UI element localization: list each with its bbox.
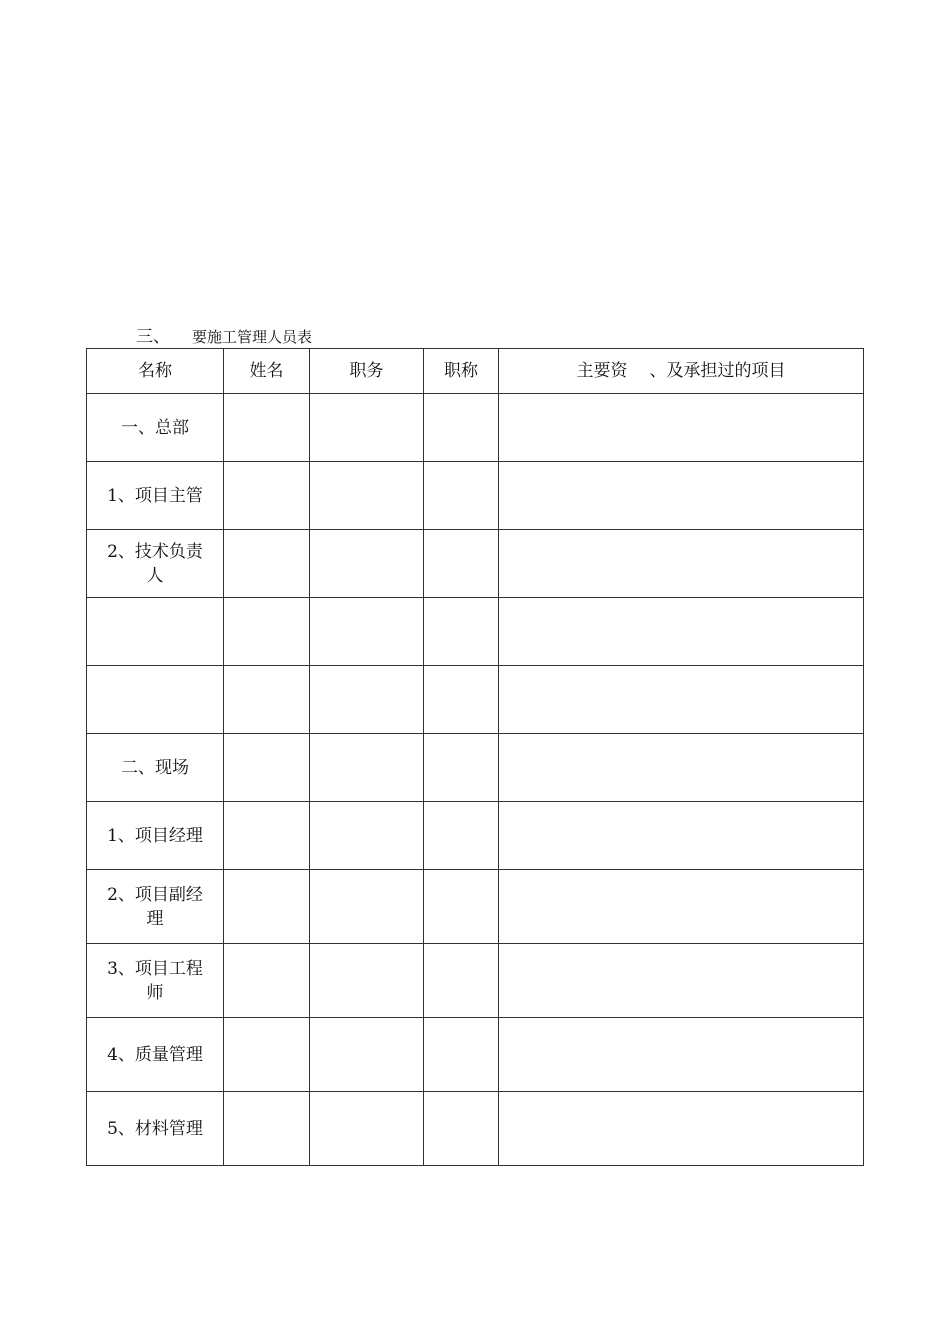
person-cell[interactable]	[224, 1092, 310, 1166]
row-label	[87, 666, 224, 734]
experience-cell[interactable]	[499, 598, 864, 666]
position-cell[interactable]	[310, 1018, 424, 1092]
person-cell[interactable]	[224, 802, 310, 870]
staff-table	[86, 348, 864, 1166]
table-row	[87, 870, 864, 944]
rank-cell[interactable]	[424, 1092, 499, 1166]
row-label: 4、质量管理	[87, 1018, 224, 1092]
header-experience	[499, 349, 864, 394]
table-row	[87, 802, 864, 870]
person-cell[interactable]	[224, 462, 310, 530]
row-label: 2、项目副经理	[87, 870, 224, 944]
table-header-row	[87, 349, 864, 394]
header-position: 职务	[310, 349, 424, 394]
header-experience-part1: 主要资	[576, 361, 628, 381]
experience-cell[interactable]	[499, 1018, 864, 1092]
table-row	[87, 666, 864, 734]
rank-cell[interactable]	[424, 394, 499, 462]
rank-cell[interactable]	[424, 462, 499, 530]
table-row	[87, 530, 864, 598]
experience-cell[interactable]	[499, 462, 864, 530]
position-cell[interactable]	[310, 870, 424, 944]
table-row	[87, 598, 864, 666]
row-label: 1、项目主管	[87, 462, 224, 530]
experience-cell[interactable]	[499, 666, 864, 734]
header-person: 姓名	[224, 349, 310, 394]
person-cell[interactable]	[224, 734, 310, 802]
header-experience-part2: 、及承担过的项目	[649, 361, 786, 381]
row-label: 一、总部	[87, 394, 224, 462]
header-rank: 职称	[424, 349, 499, 394]
experience-cell[interactable]	[499, 870, 864, 944]
position-cell[interactable]	[310, 462, 424, 530]
row-label	[87, 598, 224, 666]
table-row	[87, 1092, 864, 1166]
table-row	[87, 1018, 864, 1092]
position-cell[interactable]	[310, 734, 424, 802]
person-cell[interactable]	[224, 394, 310, 462]
position-cell[interactable]	[310, 666, 424, 734]
table-row	[87, 394, 864, 462]
row-label: 二、现场	[87, 734, 224, 802]
position-cell[interactable]	[310, 1092, 424, 1166]
section-number: 三、	[136, 327, 170, 347]
row-label: 3、项目工程师	[87, 944, 224, 1018]
position-cell[interactable]	[310, 530, 424, 598]
experience-cell[interactable]	[499, 734, 864, 802]
rank-cell[interactable]	[424, 666, 499, 734]
person-cell[interactable]	[224, 944, 310, 1018]
header-name: 名称	[87, 349, 224, 394]
row-label: 5、材料管理	[87, 1092, 224, 1166]
table-row	[87, 944, 864, 1018]
rank-cell[interactable]	[424, 802, 499, 870]
table-row	[87, 734, 864, 802]
row-label: 2、技术负责人	[87, 530, 224, 598]
position-cell[interactable]	[310, 802, 424, 870]
rank-cell[interactable]	[424, 734, 499, 802]
position-cell[interactable]	[310, 944, 424, 1018]
section-heading	[136, 327, 312, 347]
person-cell[interactable]	[224, 530, 310, 598]
rank-cell[interactable]	[424, 944, 499, 1018]
section-title: 要施工管理人员表	[192, 328, 313, 346]
experience-cell[interactable]	[499, 944, 864, 1018]
person-cell[interactable]	[224, 666, 310, 734]
person-cell[interactable]	[224, 598, 310, 666]
rank-cell[interactable]	[424, 598, 499, 666]
person-cell[interactable]	[224, 1018, 310, 1092]
person-cell[interactable]	[224, 870, 310, 944]
row-label: 1、项目经理	[87, 802, 224, 870]
rank-cell[interactable]	[424, 530, 499, 598]
rank-cell[interactable]	[424, 870, 499, 944]
rank-cell[interactable]	[424, 1018, 499, 1092]
position-cell[interactable]	[310, 394, 424, 462]
experience-cell[interactable]	[499, 802, 864, 870]
experience-cell[interactable]	[499, 530, 864, 598]
experience-cell[interactable]	[499, 394, 864, 462]
table-row	[87, 462, 864, 530]
position-cell[interactable]	[310, 598, 424, 666]
experience-cell[interactable]	[499, 1092, 864, 1166]
